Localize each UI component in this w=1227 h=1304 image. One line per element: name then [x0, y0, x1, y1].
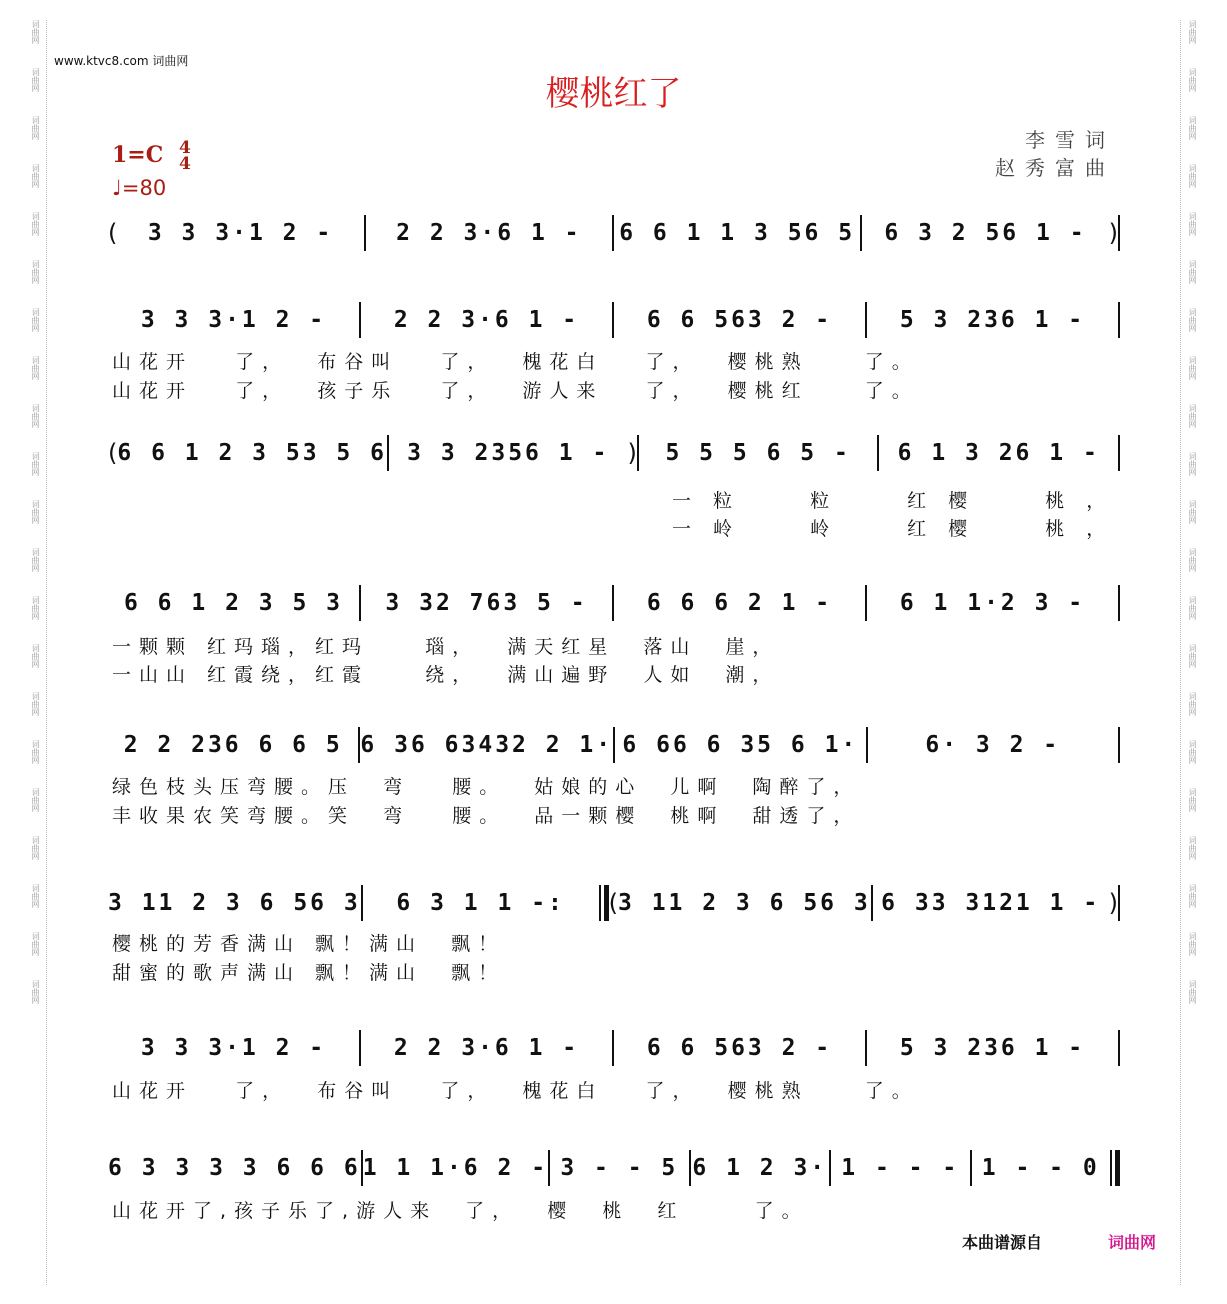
measure-notes: 5 3 236 1 - — [899, 307, 1086, 333]
watermark-text: 词曲网 — [31, 932, 40, 956]
measure-notes: 6· 3 2 - — [925, 732, 1061, 758]
measure — [108, 300, 359, 340]
watermark-text: 词曲网 — [31, 644, 40, 668]
watermark-text: 词曲网 — [1188, 308, 1197, 332]
measure — [691, 1148, 829, 1188]
watermark-text: 词曲网 — [1188, 260, 1197, 284]
measure-notes: 3 3 3·1 2 - — [147, 220, 334, 246]
watermark-text: 词曲网 — [31, 548, 40, 572]
time-sig-top: 4 — [178, 138, 191, 158]
measure-notes: 6 1 3 26 1 - — [897, 440, 1100, 466]
watermark-text: 词曲网 — [1188, 548, 1197, 572]
lyric-line: 樱桃的芳香满山 飘！满山 飘！ — [112, 933, 506, 955]
watermark-text: 词曲网 — [31, 404, 40, 428]
barline — [1118, 215, 1120, 251]
measure-notes: 3 32 763 5 - — [385, 590, 588, 616]
measure-notes: 6 3 3 3 3 6 6 6 — [108, 1155, 361, 1181]
credits — [995, 126, 1115, 182]
watermark-text: 词曲网 — [31, 692, 40, 716]
watermark-text: 词曲网 — [1188, 884, 1197, 908]
measure — [363, 883, 599, 923]
measure — [867, 583, 1118, 623]
lyric-line: 一岭 岭 红樱 桃， — [672, 518, 1128, 540]
measure-notes: 6 1 2 3· — [692, 1155, 828, 1181]
watermark-text: 词曲网 — [31, 836, 40, 860]
lyric-line: 山花开 了， 布谷叫 了， 槐花白 了， 樱桃熟 了。 — [112, 1080, 919, 1102]
watermark-text: 词曲网 — [1188, 932, 1197, 956]
song-title: 樱桃红了 — [545, 74, 682, 114]
measure — [879, 433, 1118, 473]
lyric-line: 山花开了,孩子乐了,游人来 了， 樱 桃 红 了。 — [112, 1200, 809, 1222]
watermark-text: 词曲网 — [1188, 68, 1197, 92]
parenthesis: ) — [1108, 219, 1118, 247]
watermark-text: 词曲网 — [31, 980, 40, 1004]
notation-row — [108, 1028, 1120, 1068]
measure-notes: 6 3 1 1 -: — [396, 890, 565, 916]
measure-notes: 2 2 236 6 6 5 — [123, 732, 343, 758]
measure — [831, 1148, 969, 1188]
measure — [361, 1028, 612, 1068]
measure — [972, 1148, 1110, 1188]
notation-row — [108, 725, 1120, 765]
watermark-text: 词曲网 — [1188, 692, 1197, 716]
measure — [873, 883, 1109, 923]
watermark-text: 词曲网 — [31, 356, 40, 380]
measure — [867, 1028, 1118, 1068]
parenthesis: ( — [108, 439, 118, 467]
measure — [117, 433, 387, 473]
watermark-text: 词曲网 — [31, 212, 40, 236]
measure-notes: 3 3 3·1 2 - — [140, 307, 327, 333]
measure — [361, 583, 612, 623]
brand-link[interactable]: 词曲网 — [1108, 1233, 1157, 1252]
watermark-text: 词曲网 — [31, 20, 40, 44]
left-watermark-strip — [24, 20, 47, 1285]
measure — [550, 1148, 688, 1188]
measure — [868, 725, 1118, 765]
measure — [108, 1028, 359, 1068]
notation-row — [108, 433, 1120, 473]
watermark-text: 词曲网 — [31, 164, 40, 188]
measure — [614, 1028, 865, 1068]
watermark-text: 词曲网 — [1188, 116, 1197, 140]
right-watermark-strip — [1180, 20, 1203, 1285]
measure-notes: 6 33 3121 1 - — [881, 890, 1101, 916]
measure-notes: 6 6 1 2 3 53 5 6 — [117, 440, 387, 466]
measure — [614, 300, 865, 340]
measure-notes: 6 6 6 2 1 - — [646, 590, 833, 616]
watermark-text: 词曲网 — [1188, 788, 1197, 812]
measure-notes: 2 2 3·6 1 - — [393, 307, 580, 333]
lyric-line: 绿色枝头压弯腰。压 弯 腰。 姑娘的心 儿啊 陶醉了， — [112, 776, 861, 798]
notation-row — [108, 583, 1120, 623]
lyric-line: 一颗颗 红玛瑙，红玛 瑙， 满天红星 落山 崖， — [112, 636, 780, 658]
watermark-text: 词曲网 — [31, 452, 40, 476]
measure — [389, 433, 628, 473]
measure — [108, 1148, 361, 1188]
parenthesis: ) — [627, 439, 637, 467]
barline — [599, 885, 609, 921]
watermark-text: 词曲网 — [1188, 644, 1197, 668]
barline — [1118, 885, 1120, 921]
measure-notes: 2 2 3·6 1 - — [393, 1035, 580, 1061]
watermark-text: 词曲网 — [1188, 404, 1197, 428]
watermark-text: 词曲网 — [1188, 836, 1197, 860]
measure-notes: 3 3 2356 1 - — [407, 440, 610, 466]
source-label: 本曲谱源自 — [962, 1233, 1043, 1252]
lyric-line: 一山山 红霞绕，红霞 绕， 满山遍野 人如 潮， — [112, 664, 780, 686]
measure — [366, 213, 612, 253]
key-signature — [112, 140, 191, 172]
measure — [615, 725, 865, 765]
barline — [1110, 1150, 1120, 1186]
measure-notes: 3 11 2 3 6 56 3 — [618, 890, 871, 916]
measure-notes: 3 - - 5 — [560, 1155, 679, 1181]
measure — [117, 213, 363, 253]
watermark-text: 词曲网 — [1188, 212, 1197, 236]
measure — [862, 213, 1108, 253]
measure-notes: 1 1 1·6 2 - — [362, 1155, 549, 1181]
measure-notes: 6 6 563 2 - — [646, 307, 833, 333]
measure — [108, 583, 359, 623]
measure-notes: 6 36 63432 2 1· — [360, 732, 614, 758]
notation-row — [108, 300, 1120, 340]
measure — [618, 883, 871, 923]
notation-row — [108, 213, 1120, 253]
lyric-line: 丰收果农笑弯腰。笑 弯 腰。 品一颗樱 桃啊 甜透了， — [112, 805, 861, 827]
watermark-text: 词曲网 — [1188, 740, 1197, 764]
barline — [1118, 727, 1120, 763]
watermark-text: 词曲网 — [31, 596, 40, 620]
watermark-text: 词曲网 — [1188, 356, 1197, 380]
measure-notes: 6 1 1·2 3 - — [899, 590, 1086, 616]
lyric-line: 一粒 粒 红樱 桃， — [672, 490, 1128, 512]
watermark-text: 词曲网 — [31, 788, 40, 812]
measure — [108, 725, 358, 765]
watermark-text: 词曲网 — [1188, 500, 1197, 524]
parenthesis: ) — [1108, 889, 1118, 917]
measure — [363, 1148, 548, 1188]
key-label: 1=C — [112, 142, 164, 168]
site-label[interactable]: www.ktvc8.com 词曲网 — [54, 54, 189, 68]
measure — [360, 725, 613, 765]
measure — [639, 433, 878, 473]
measure — [614, 583, 865, 623]
lyric-line: 山花开 了， 布谷叫 了， 槐花白 了， 樱桃熟 了。 — [112, 351, 919, 373]
watermark-text: 词曲网 — [31, 884, 40, 908]
watermark-text: 词曲网 — [31, 68, 40, 92]
parenthesis: ( — [108, 219, 118, 247]
measure-notes: 6 3 2 56 1 - — [884, 220, 1087, 246]
measure-notes: 1 - - - — [841, 1155, 960, 1181]
watermark-text: 词曲网 — [31, 116, 40, 140]
barline — [1118, 585, 1120, 621]
measure-notes: 6 66 6 35 6 1· — [622, 732, 859, 758]
lyric-line: 山花开 了， 孩子乐 了， 游人来 了， 樱桃红 了。 — [112, 380, 919, 402]
time-sig-bottom: 4 — [178, 154, 191, 174]
barline — [1118, 435, 1120, 471]
measure-notes: 6 6 1 2 3 5 3 — [123, 590, 343, 616]
notation-row — [108, 883, 1120, 923]
watermark-text: 词曲网 — [1188, 20, 1197, 44]
watermark-text: 词曲网 — [31, 740, 40, 764]
time-signature — [179, 140, 191, 172]
watermark-text: 词曲网 — [1188, 596, 1197, 620]
notation-row — [108, 1148, 1120, 1188]
watermark-text: 词曲网 — [1188, 980, 1197, 1004]
watermark-text: 词曲网 — [1188, 164, 1197, 188]
watermark-text: 词曲网 — [31, 308, 40, 332]
measure-notes: 3 3 3·1 2 - — [140, 1035, 327, 1061]
measure — [614, 213, 860, 253]
composer-credit: 赵秀富曲 — [995, 156, 1115, 180]
measure-notes: 5 5 5 6 5 - — [665, 440, 851, 466]
measure — [867, 300, 1118, 340]
watermark-text: 词曲网 — [31, 500, 40, 524]
lyric-line: 甜蜜的歌声满山 飘！满山 飘！ — [112, 962, 506, 984]
tempo-marking: ♩=80 — [112, 176, 167, 200]
barline — [1118, 1030, 1120, 1066]
barline — [1118, 302, 1120, 338]
measure — [361, 300, 612, 340]
lyricist-credit: 李雪词 — [1025, 128, 1115, 152]
measure-notes: 5 3 236 1 - — [899, 1035, 1086, 1061]
measure-notes: 6 6 563 2 - — [646, 1035, 833, 1061]
measure-notes: 1 - - 0 — [981, 1155, 1100, 1181]
measure-notes: 6 6 1 1 3 56 5 — [619, 220, 856, 246]
watermark-text: 词曲网 — [31, 260, 40, 284]
watermark-text: 词曲网 — [1188, 452, 1197, 476]
parenthesis: ( — [608, 889, 618, 917]
measure-notes: 3 11 2 3 6 56 3 — [108, 890, 361, 916]
measure-notes: 2 2 3·6 1 - — [396, 220, 582, 246]
measure — [108, 883, 361, 923]
